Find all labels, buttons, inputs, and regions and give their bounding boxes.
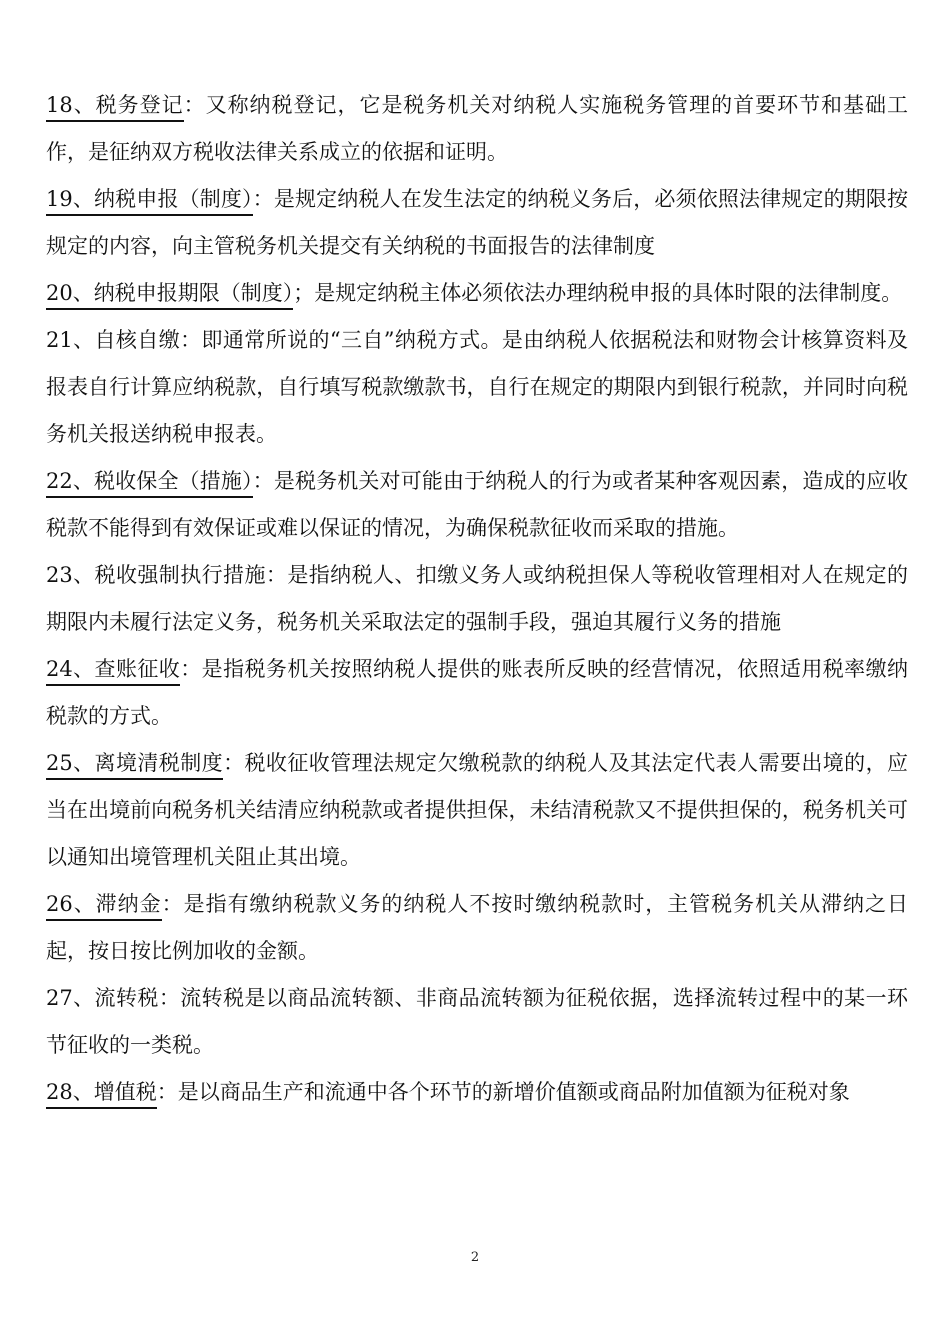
term-label: 22、税收保全（措施） (46, 469, 253, 498)
definition-entry-21 (46, 317, 908, 458)
definition-entry-26 (46, 881, 908, 975)
term-label: 25、离境清税制度 (46, 751, 223, 780)
separator: ： (161, 892, 184, 916)
definition-text: 又称纳税登记，它是税务机关对纳税人实施税务管理的首要环节和基础工作，是征纳双方税收法律关系成立的依据和证明。 (46, 93, 908, 164)
term-label: 24、查账征收 (46, 657, 180, 686)
definition-text: 是指税务机关按照纳税人提供的账表所反映的经营情况，依照适用税率缴纳税款的方式。 (46, 657, 908, 728)
separator: ： (180, 657, 202, 681)
definition-entry-19 (46, 176, 908, 270)
definition-entry-18 (46, 82, 908, 176)
term-label: 28、增值税 (46, 1080, 157, 1109)
term-label: 19、纳税申报（制度） (46, 187, 253, 216)
separator: ： (223, 751, 245, 775)
separator: ： (252, 469, 274, 493)
definition-entry-20 (46, 270, 908, 317)
page-number: 2 (470, 1250, 480, 1265)
definition-text: 是以商品生产和流通中各个环节的新增价值额或商品附加值额为征税对象 (177, 1080, 850, 1104)
term-label: 21、自核自缴 (46, 328, 181, 352)
definition-text: 是规定纳税人在发生法定的纳税义务后，必须依照法律规定的期限按规定的内容，向主管税务机关提交有关纳税的书面报告的法律制度 (46, 187, 909, 258)
definition-entry-27 (46, 975, 908, 1069)
definition-text: 是指纳税人、扣缴义务人或纳税担保人等税收管理相对人在规定的期限内未履行法定义务，税务机关采取法定的强制手段，强迫其履行义务的措施 (46, 563, 909, 634)
definition-text: 是规定纳税主体必须依法办理纳税申报的具体时限的法律制度。 (314, 281, 903, 305)
term-label: 18、税务登记 (46, 93, 184, 122)
definition-text: 即通常所说的“三自”纳税方式。是由纳税人依据税法和财物会计核算资料及报表自行计算应纳税款，自行填写税款缴款书，自行在规定的期限内到银行税款，并同时向税务机关报送纳税申报表。 (46, 328, 909, 446)
definition-entry-28 (46, 1069, 908, 1116)
term-label: 23、税收强制执行措施 (46, 563, 266, 587)
definition-text: 是税务机关对可能由于纳税人的行为或者某种客观因素，造成的应收税款不能得到有效保证或难以保证的情况，为确保税款征收而采取的措施。 (46, 469, 909, 540)
definition-entry-24 (46, 646, 908, 740)
definition-entry-23 (46, 552, 908, 646)
separator: ： (252, 187, 274, 211)
separator: ； (293, 281, 315, 305)
separator: ： (156, 1080, 178, 1104)
definition-entry-22 (46, 458, 908, 552)
separator: ： (183, 93, 206, 117)
term-label: 26、滞纳金 (46, 892, 162, 921)
definition-text: 流转税是以商品流转额、非商品流转额为征税依据，选择流转过程中的某一环节征收的一类税。 (46, 986, 908, 1057)
separator: ： (158, 986, 181, 1010)
document-page (46, 82, 908, 1116)
term-label: 20、纳税申报期限（制度） (46, 281, 293, 310)
definition-entry-25 (46, 740, 908, 881)
separator: ： (265, 563, 288, 587)
definition-text: 税收征收管理法规定欠缴税款的纳税人及其法定代表人需要出境的，应当在出境前向税务机关结清应纳税款或者提供担保，未结清税款又不提供担保的，税务机关可以通知出境管理机关阻止其出境。 (46, 751, 908, 869)
definition-text: 是指有缴纳税款义务的纳税人不按时缴纳税款时，主管税务机关从滞纳之日起，按日按比例加收的金额。 (46, 892, 908, 963)
separator: ： (180, 328, 202, 352)
term-label: 27、流转税 (46, 986, 159, 1010)
